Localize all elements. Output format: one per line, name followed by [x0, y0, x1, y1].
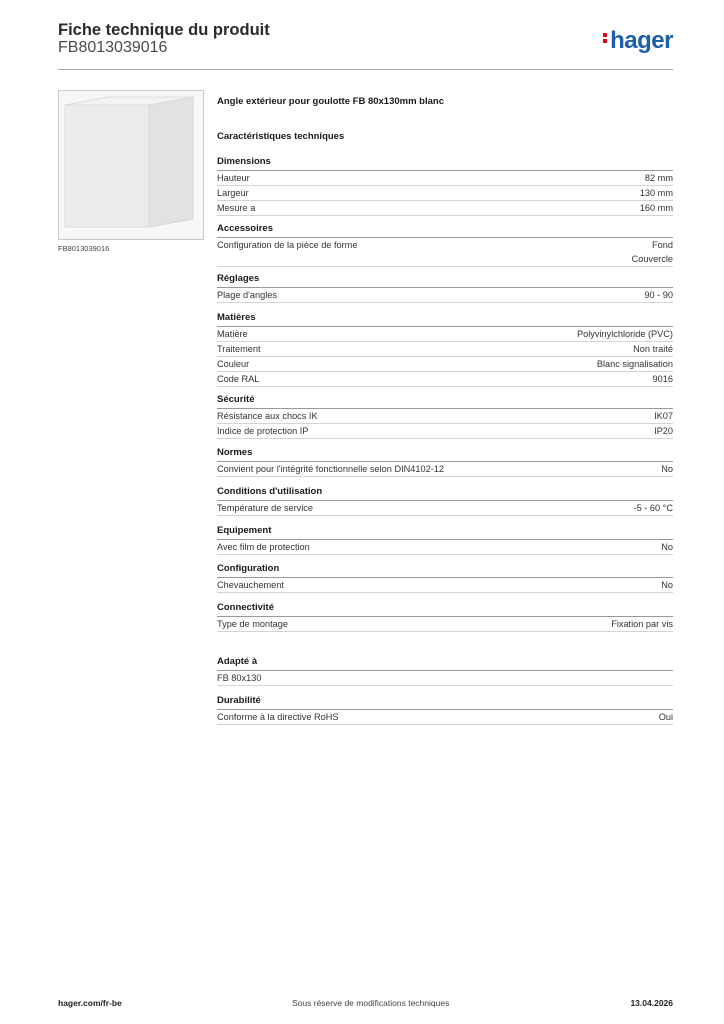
spec-row: [217, 578, 673, 593]
spec-row: [217, 617, 673, 632]
section-title: Conditions d'utilisation: [217, 485, 673, 501]
spec-label: Avec film de protection: [217, 542, 310, 552]
spec-row: [217, 342, 673, 357]
section-suitable-for: [217, 655, 673, 686]
spec-row: [217, 671, 673, 686]
spec-label: Convient pour l'intégrité fonctionnelle selon DIN4102-12: [217, 464, 444, 474]
spec-label: Configuration de la pièce de forme: [217, 240, 358, 250]
section-equipment: [217, 524, 673, 555]
spec-value: 82 mm: [644, 173, 673, 183]
spec-value: IP20: [654, 426, 673, 436]
technical-characteristics-title: Caractéristiques techniques: [217, 131, 345, 142]
section-safety: [217, 393, 673, 439]
section-dimensions: [217, 155, 673, 216]
hager-logo: [603, 27, 673, 55]
spec-row: [217, 462, 673, 477]
section-title: Réglages: [217, 272, 673, 288]
spec-row: [217, 201, 673, 216]
section-title: Equipement: [217, 524, 673, 540]
page-header: [58, 21, 673, 70]
spec-value: Blanc signalisation: [596, 359, 673, 369]
section-title: Adapté à: [217, 655, 673, 671]
spec-value: Fond Couvercle: [631, 240, 673, 264]
section-configuration: [217, 562, 673, 593]
section-accessories: [217, 222, 673, 267]
spec-row: [217, 540, 673, 555]
spec-value: No: [661, 542, 673, 552]
spec-value: 9016: [652, 374, 673, 384]
spec-row: [217, 409, 673, 424]
footer-website-link[interactable]: hager.com/fr-be: [58, 998, 122, 1008]
logo-dots-icon: [603, 31, 607, 45]
section-title: Dimensions: [217, 155, 673, 171]
spec-row: [217, 357, 673, 372]
spec-label: Couleur: [217, 359, 250, 369]
section-title: Connectivité: [217, 601, 673, 617]
document-title: Fiche technique du produit: [58, 21, 270, 39]
spec-row: [217, 327, 673, 342]
section-title: Sécurité: [217, 393, 673, 409]
spec-row: [217, 238, 673, 267]
product-image: [58, 90, 204, 240]
spec-label: Chevauchement: [217, 580, 284, 590]
product-info: [217, 96, 673, 147]
spec-label: Mesure a: [217, 203, 256, 213]
image-caption: FB8013039016: [58, 244, 110, 253]
spec-label: Conforme à la directive RoHS: [217, 712, 339, 722]
section-settings: [217, 272, 673, 303]
section-title: Durabilité: [217, 694, 673, 710]
product-reference: FB8013039016: [58, 39, 168, 56]
spec-value: Oui: [658, 712, 673, 722]
spec-row: [217, 372, 673, 387]
spec-value: No: [661, 580, 673, 590]
spec-value: 160 mm: [639, 203, 673, 213]
spec-value: Polyvinylchloride (PVC): [577, 329, 673, 339]
section-title: Normes: [217, 446, 673, 462]
spec-label: Code RAL: [217, 374, 260, 384]
spec-label: Température de service: [217, 503, 314, 513]
spec-row: [217, 424, 673, 439]
section-title: Accessoires: [217, 222, 673, 238]
spec-label: Résistance aux chocs IK: [217, 411, 318, 421]
spec-row: [217, 186, 673, 201]
section-materials: [217, 311, 673, 387]
spec-value: 90 - 90: [644, 290, 673, 300]
spec-row: [217, 501, 673, 516]
spec-label: Plage d'angles: [217, 290, 277, 300]
spec-row: [217, 171, 673, 186]
footer-disclaimer: Sous réserve de modifications techniques: [292, 998, 450, 1008]
section-title: Matières: [217, 311, 673, 327]
spec-value: Fixation par vis: [611, 619, 673, 629]
spec-row: [217, 710, 673, 725]
product-corner-illustration: [59, 91, 203, 239]
spec-label: Hauteur: [217, 173, 250, 183]
logo-text: hager: [610, 27, 673, 54]
spec-label: Indice de protection IP: [217, 426, 309, 436]
spec-value: Non traité: [633, 344, 673, 354]
spec-label: FB 80x130: [217, 673, 262, 683]
spec-value: No: [661, 464, 673, 474]
spec-value: -5 - 60 °C: [633, 503, 673, 513]
spec-label: Largeur: [217, 188, 249, 198]
spec-label: Matière: [217, 329, 248, 339]
spec-value: 130 mm: [639, 188, 673, 198]
spec-row: [217, 288, 673, 303]
footer-date: 13.04.2026: [630, 998, 673, 1008]
product-name: Angle extérieur pour goulotte FB 80x130mm blanc: [217, 96, 444, 107]
section-title: Configuration: [217, 562, 673, 578]
spec-value: IK07: [654, 411, 673, 421]
section-operating-conditions: [217, 485, 673, 516]
spec-label: Traitement: [217, 344, 261, 354]
spec-label: Type de montage: [217, 619, 288, 629]
section-sustainability: [217, 694, 673, 725]
section-connectivity: [217, 601, 673, 632]
section-standards: [217, 446, 673, 477]
